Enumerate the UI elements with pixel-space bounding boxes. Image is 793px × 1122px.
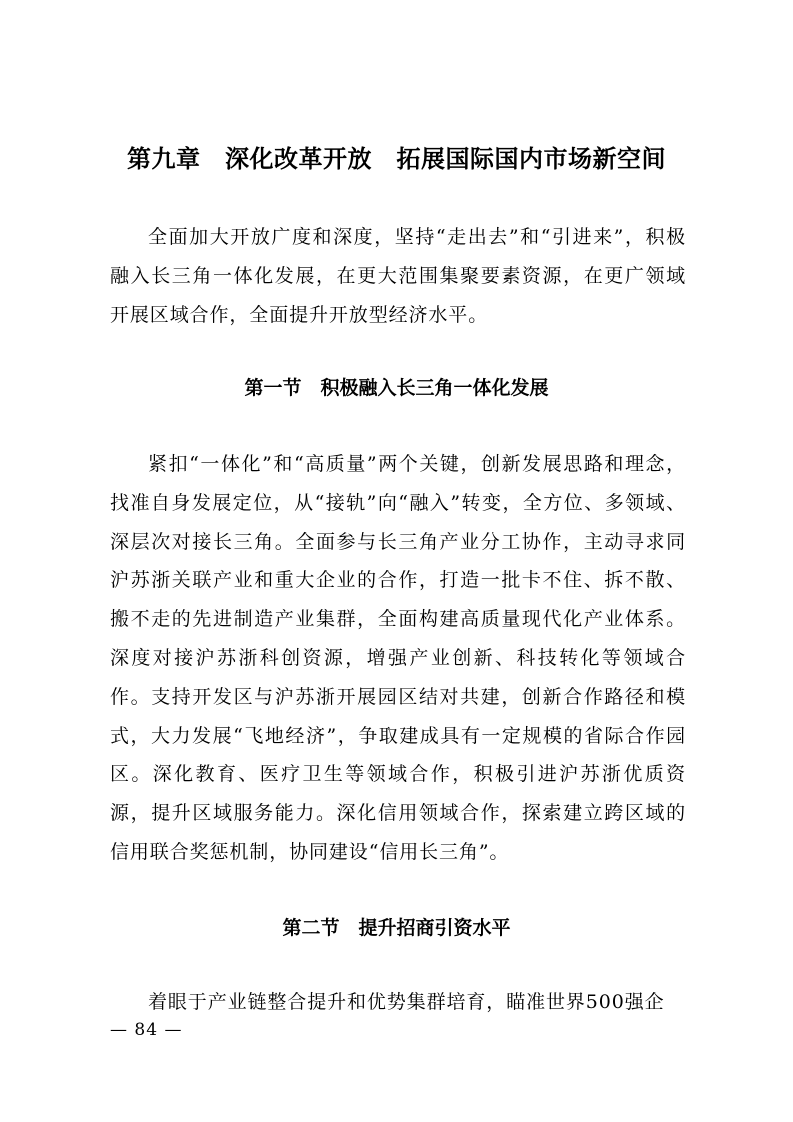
section-2-paragraph: 着眼于产业链整合提升和优势集群培育，瞄准世界500强企	[148, 991, 665, 1013]
section-1-title: 第一节 积极融入长三角一体化发展	[244, 377, 549, 399]
page-number: — 84 —	[110, 1020, 183, 1040]
chapter-intro-paragraph: 全面加大开放广度和深度，坚持“走出去”和“引进来”，积极融入长三角一体化发展，在更大范围集聚要素资源，在更广领域开展区域合作，全面提升开放型经济水平。	[110, 226, 686, 326]
section-2-title: 第二节 提升招商引资水平	[282, 917, 511, 939]
section-1-paragraph: 紧扣“一体化”和“高质量”两个关键，创新发展思路和理念，找准自身发展定位，从“接轨”向“融入”转变，全方位、多领域、深层次对接长三角。全面参与长三角产业分工协作，主动寻求同沪苏浙关联产业和重大企业的合作，打造一批卡不住、拆不散、搬不走的先进制造产业集群，全面构建高质量现代化产业体系。深度对接沪苏浙科创资源，增强产业创新、科技转化等领域合作。支持开发区与沪苏浙开展园区结对共建，创新合作路径和模式，大力发展“飞地经济”，争取建成具有一定规模的省际合作园区。深化教育、医疗卫生等领域合作，积极引进沪苏浙优质资源，提升区域服务能力。深化信用领域合作，探索建立跨区域的信用联合奖惩机制，协同建设“信用长三角”。	[110, 453, 686, 863]
chapter-title: 第九章 深化改革开放 拓展国际国内市场新空间	[127, 145, 666, 173]
